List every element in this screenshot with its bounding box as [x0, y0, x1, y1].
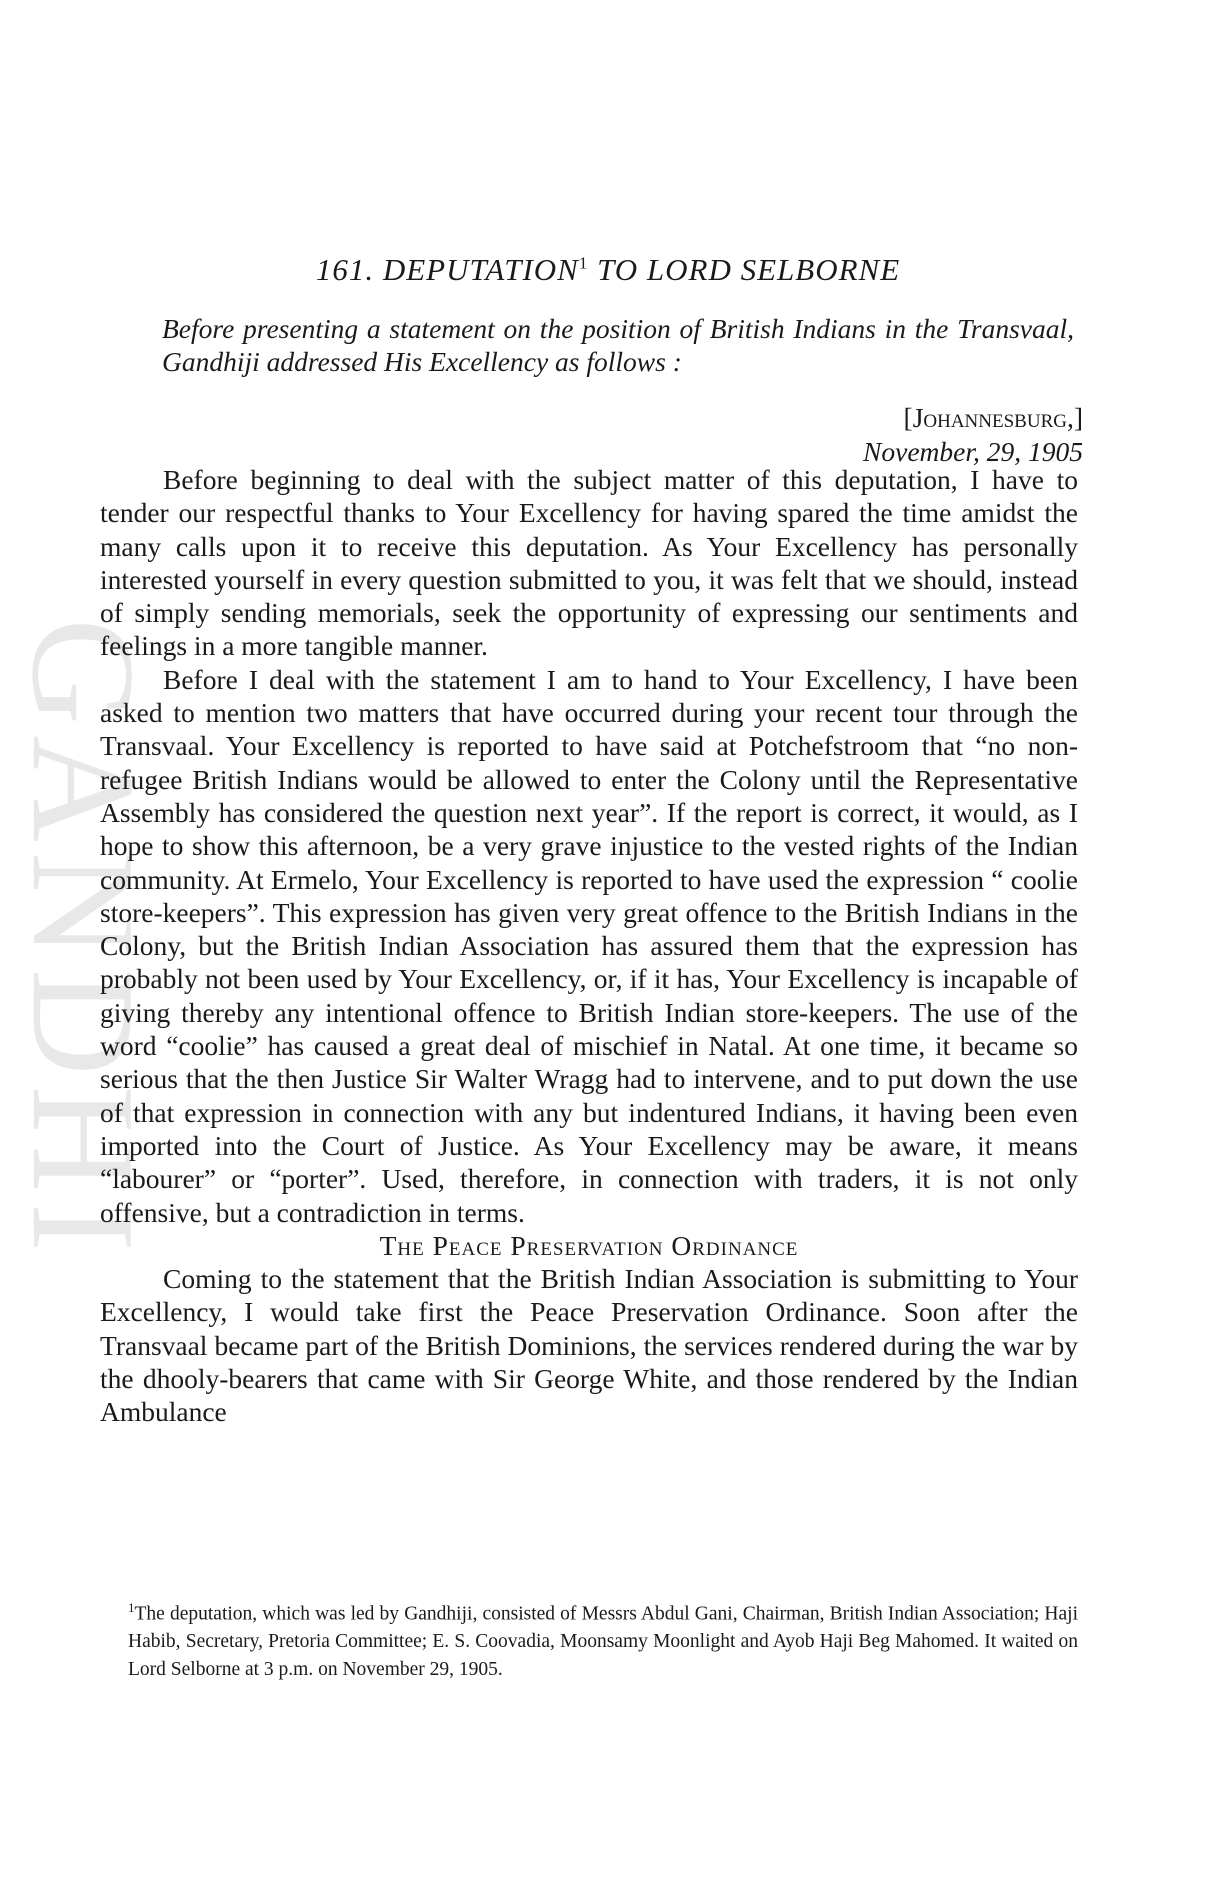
document-heading: [178, 252, 1038, 288]
document-body: [100, 463, 1078, 1429]
body-paragraph: Before I deal with the statement I am to hand to Your Excellency, I have been asked to mention two matters that have occurred during your recent tour through the Transvaal. Your Excellency is reported to have said at Potchefstroom that “no non-refugee British Indians would be allowed to enter the Colony until the Representative Assembly has considered the question next year”. If the report is correct, it would, as I hope to show this afternoon, be a very grave injustice to the vested rights of the Indian community. At Ermelo, Your Excellency is reported to have used the expression “ coolie store-keepers”. This expression has given very great offence to the British Indians in the Colony, but the British Indian Association has assured them that the expression has probably not been used by Your Excellency, or, if it has, Your Excellency is incapable of giving thereby any intentional offence to British Indian store-keepers. The use of the word “coolie” has caused a great deal of mischief in Natal. At one time, it became so serious that the then Justice Sir Walter Wragg had to intervene, and to put down the use of that expression in connection with any but indentured Indians, it having been even imported into the Court of Justice. As Your Excellency may be aware, it means “labourer” or “porter”. Used, therefore, in connection with traders, it is not only offensive, but a contradiction in terms.: [100, 663, 1078, 1228]
body-paragraph: Before beginning to deal with the subject matter of this deputation, I have to tender our respectful thanks to Your Excellency for having spared the time amidst the many calls upon it to receive this deputation. As Your Excellency has personally interested yourself in every question submitted to you, it was felt that we should, instead of simply sending memorials, seek the opportunity of expressing our sentiments and feelings in a more tangible manner.: [100, 464, 1078, 662]
dateline-date: November, 29, 1905: [863, 436, 1083, 467]
watermark-text: GANDHI: [1, 618, 166, 1262]
dateline-place: [Johannesburg,]: [903, 402, 1083, 433]
footnote: [128, 1594, 1078, 1683]
heading-title-rest: TO LORD SELBORNE: [597, 252, 901, 287]
footnote-mark: 1: [128, 1600, 135, 1615]
intro-note: Before presenting a statement on the position of British Indians in the Transvaal, Gandhiji addressed His Excellency as follows :: [162, 313, 1074, 377]
heading-number: 161.: [315, 252, 375, 287]
section-heading: The Peace Preservation Ordinance: [379, 1229, 799, 1261]
heading-footnote-mark: 1: [578, 253, 589, 273]
section-paragraph: Coming to the statement that the British Indian Association is submitting to Your Excellency, I would take first the Peace Preservation Ordinance. Soon after the Transvaal became part of the British Dominions, the services rendered during the war by the dhooly-bearers that came with Sir George White, and those rendered by the Indian Ambulance: [100, 1263, 1078, 1428]
heading-title: DEPUTATION: [382, 252, 579, 287]
footnote-text: The deputation, which was led by Gandhiji, consisted of Messrs Abdul Gani, Chairman, British Indian Association; Haji Habib, Secretary, Pretoria Committee; E. S. Coovadia, Moonsamy Moonlight and Ayob Haji Beg Mahomed. It waited on Lord Selborne at 3 p.m. on November 29, 1905.: [128, 1603, 1078, 1680]
